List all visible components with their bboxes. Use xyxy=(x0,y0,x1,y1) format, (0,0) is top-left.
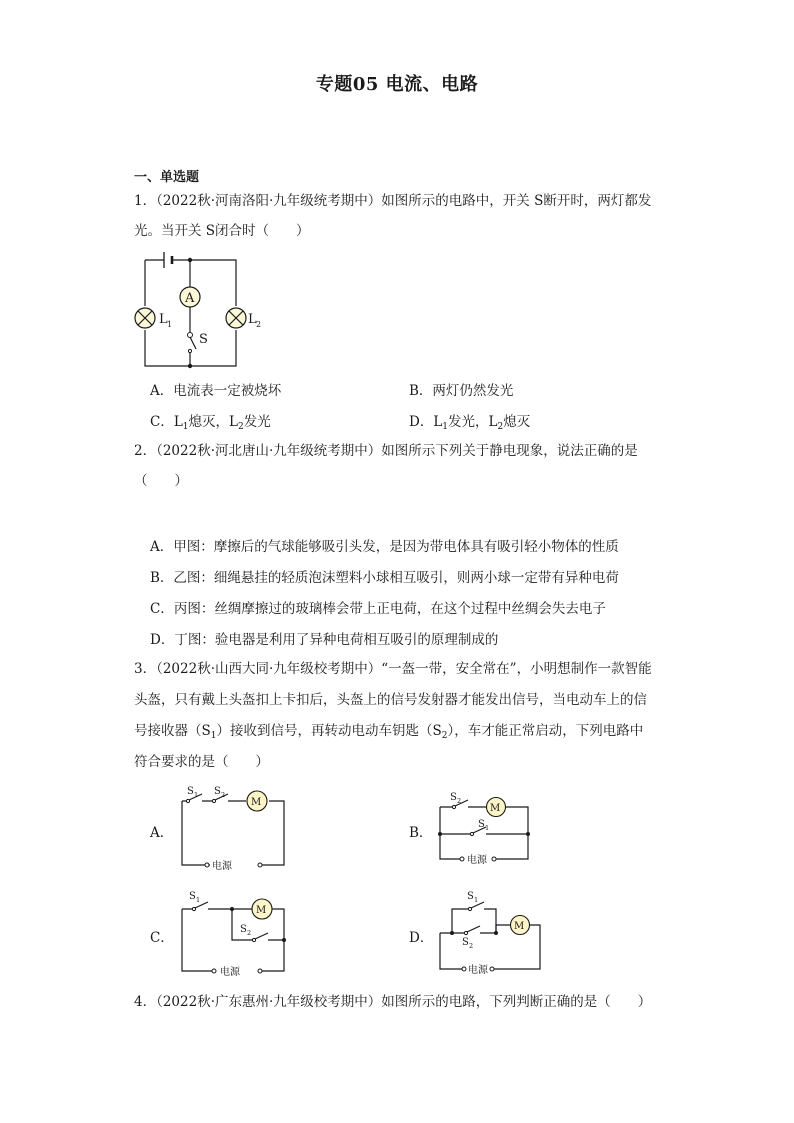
svg-text:电源: 电源 xyxy=(212,861,232,872)
svg-text:S: S xyxy=(478,819,485,830)
svg-text:1: 1 xyxy=(167,320,173,329)
q3-option-b-circuit[interactable] xyxy=(432,787,536,873)
page-title: 专题05 电流、电路 xyxy=(315,74,479,95)
q3-stem-line4: 符合要求的是（ ） xyxy=(134,754,269,770)
svg-text:S: S xyxy=(189,891,196,902)
q3-stem-line3: 号接收器$(S_1)$接收到信号，再转动电动车钥匙$(S_2)$，车才能正常启动，下列电路中 xyxy=(134,723,644,741)
q3-option-c-circuit[interactable] xyxy=(174,889,290,981)
svg-text:A: A xyxy=(185,291,195,306)
svg-text:S: S xyxy=(187,786,194,797)
q3-option-a-label[interactable]: A． xyxy=(150,825,174,841)
svg-text:1: 1 xyxy=(474,896,479,904)
section-heading: 一、单选题 xyxy=(134,170,200,185)
svg-text:1: 1 xyxy=(194,791,199,799)
q3-option-c-label[interactable]: C． xyxy=(150,930,174,946)
svg-text:S: S xyxy=(462,937,469,948)
svg-text:M: M xyxy=(256,905,267,916)
q3-option-a-circuit[interactable] xyxy=(174,785,290,875)
svg-text:S: S xyxy=(467,891,474,902)
q3-stem-line1: 3．（2022秋·山西大同·九年级校考期中）“一盔一带，安全常在”，小明想制作一款智能 xyxy=(134,661,652,677)
q2-stem-line2: （ ） xyxy=(134,473,188,489)
q1-circuit-diagram xyxy=(128,248,278,372)
svg-text:2: 2 xyxy=(469,942,474,950)
q1-option-c[interactable]: C．$L_1$熄灭，$L_2$发光 xyxy=(150,414,271,432)
svg-text:2: 2 xyxy=(221,791,226,799)
svg-text:S: S xyxy=(199,332,208,347)
svg-text:L: L xyxy=(248,312,257,327)
q2-option-b[interactable]: B．乙图：细绳悬挂的轻质泡沫塑料小球相互吸引，则两小球一定带有异种电荷 xyxy=(150,570,619,586)
svg-text:M: M xyxy=(514,921,525,932)
svg-text:M: M xyxy=(251,797,262,808)
q3-stem-line2: 头盔，只有戴上头盔扣上卡扣后，头盔上的信号发射器才能发出信号，当电动车上的信 xyxy=(134,692,647,708)
svg-text:1: 1 xyxy=(196,896,201,904)
svg-text:S: S xyxy=(214,786,221,797)
q1-option-b[interactable]: B．两灯仍然发光 xyxy=(409,383,514,399)
q2-option-a[interactable]: A．甲图：摩擦后的气球能够吸引头发，是因为带电体具有吸引轻小物体的性质 xyxy=(150,539,619,555)
svg-text:2: 2 xyxy=(256,320,262,329)
q1-stem-line2: 光。当开关 S闭合时（ ） xyxy=(134,223,310,239)
q2-option-c[interactable]: C．丙图：丝绸摩擦过的玻璃棒会带上正电荷，在这个过程中丝绸会失去电子 xyxy=(150,601,606,617)
q4-stem-line1: 4．（2022秋·广东惠州·九年级校考期中）如图所示的电路，下列判断正确的是（ ） xyxy=(134,994,652,1010)
q2-option-d[interactable]: D．丁图：验电器是利用了异种电荷相互吸引的原理制成的 xyxy=(150,632,499,648)
svg-text:电源: 电源 xyxy=(220,967,240,978)
q3-option-b-label[interactable]: B． xyxy=(409,825,433,841)
q1-option-d[interactable]: D．$L_1$发光，$L_2$熄灭 xyxy=(409,414,531,432)
svg-text:S: S xyxy=(450,792,457,803)
svg-text:1: 1 xyxy=(485,824,490,832)
svg-text:2: 2 xyxy=(457,797,462,805)
svg-text:2: 2 xyxy=(247,929,252,937)
svg-text:L: L xyxy=(159,312,168,327)
svg-text:电源: 电源 xyxy=(468,965,488,976)
q3-option-d-circuit[interactable] xyxy=(432,887,544,979)
q1-option-a[interactable]: A．电流表一定被烧坏 xyxy=(150,383,282,399)
svg-text:S: S xyxy=(240,924,247,935)
svg-text:电源: 电源 xyxy=(467,855,487,866)
q1-stem-line1: 1．（2022秋·河南洛阳·九年级统考期中）如图所示的电路中，开关 S断开时，两灯都发 xyxy=(134,193,652,209)
svg-text:M: M xyxy=(490,803,501,814)
q2-stem-line1: 2．（2022秋·河北唐山·九年级统考期中）如图所示下列关于静电现象，说法正确的是 xyxy=(134,443,638,459)
q3-option-d-label[interactable]: D． xyxy=(409,930,434,946)
